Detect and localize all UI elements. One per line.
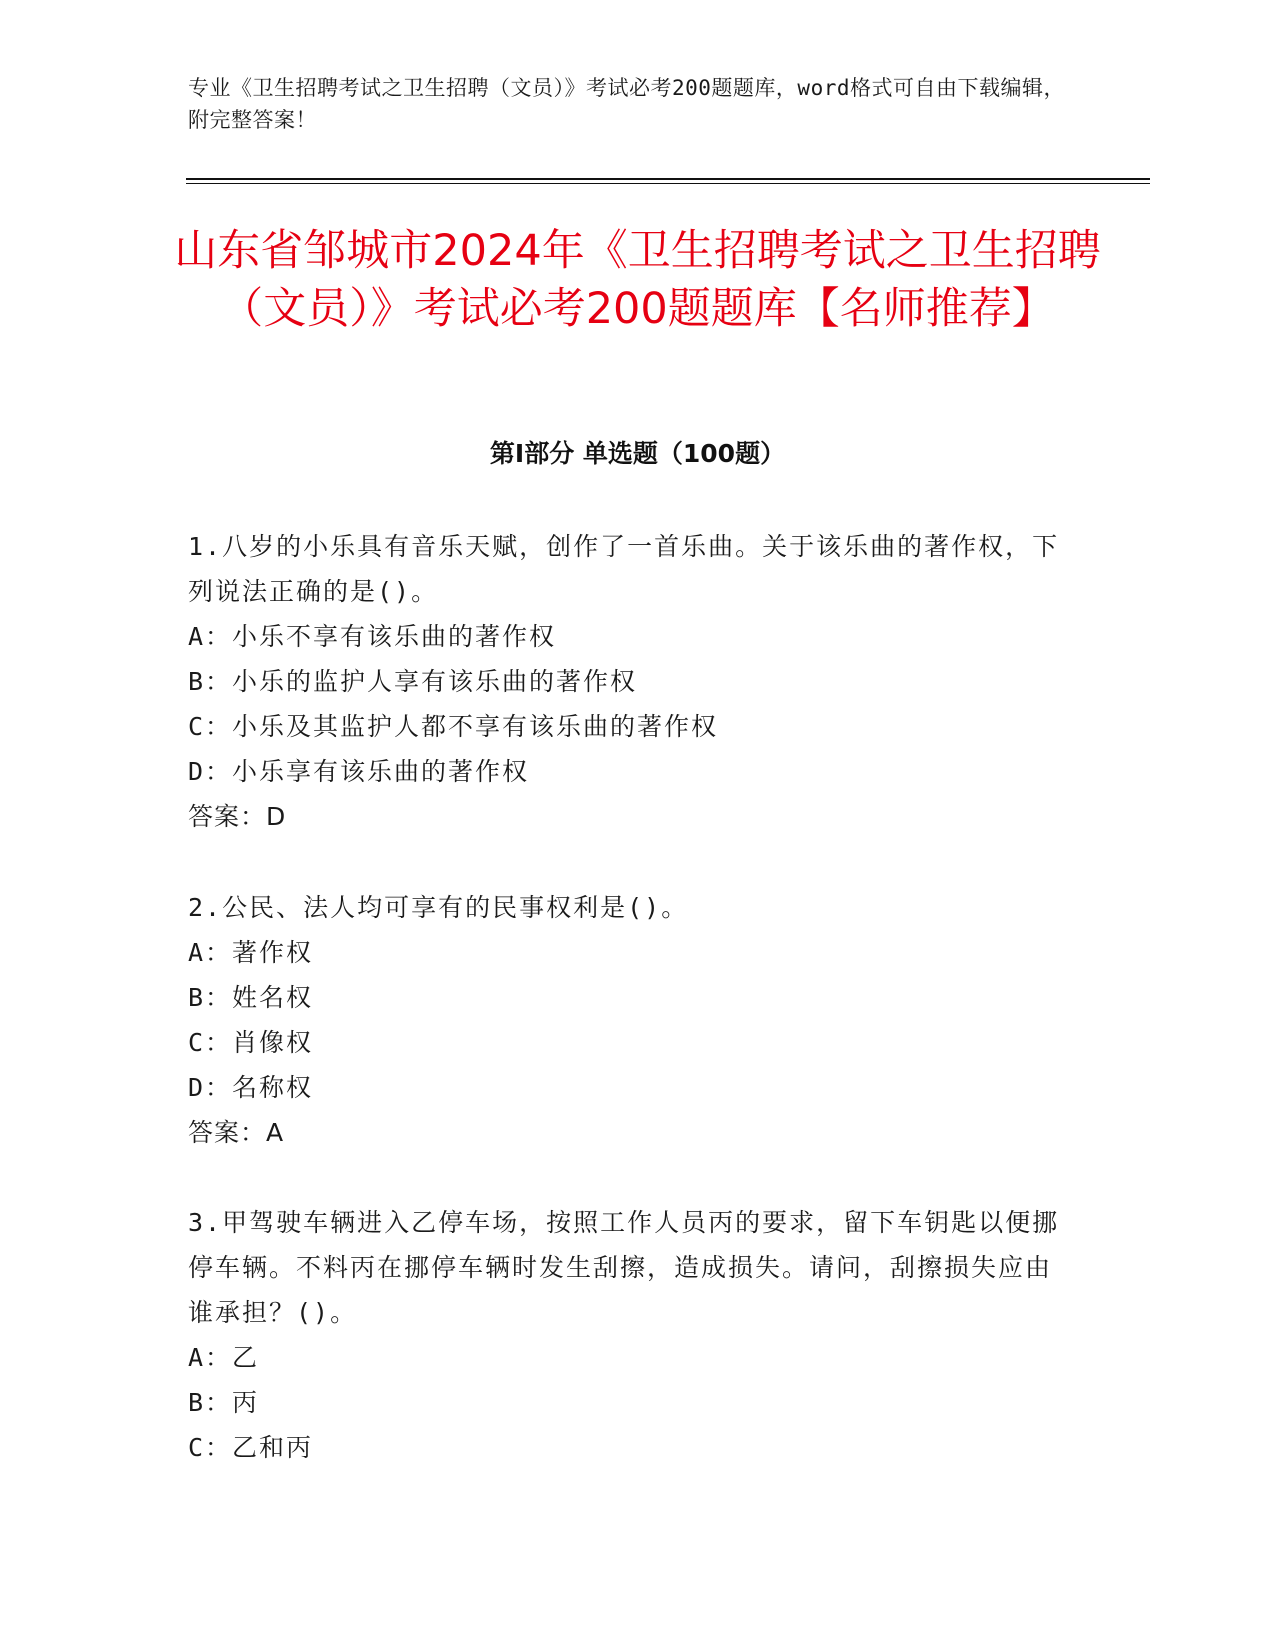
section-title: 第Ⅰ部分 单选题（100题） xyxy=(489,439,786,468)
option-a: A：小乐不享有该乐曲的著作权 xyxy=(188,622,557,651)
option-c: C：肖像权 xyxy=(188,1028,314,1057)
header-note: 专业《卫生招聘考试之卫生招聘（文员）》考试必考200题题库，word格式可自由下载编辑，附完整答案！ xyxy=(188,76,1065,132)
question-3 xyxy=(188,1200,1068,1470)
header-divider-thin xyxy=(186,183,1150,184)
option-c: C：乙和丙 xyxy=(188,1433,314,1462)
option-b: B：丙 xyxy=(188,1388,260,1417)
question-1 xyxy=(188,524,1068,839)
question-stem: 2.公民、法人均可享有的民事权利是()。 xyxy=(188,893,689,922)
option-c: C：小乐及其监护人都不享有该乐曲的著作权 xyxy=(188,712,719,741)
question-stem: 1.八岁的小乐具有音乐天赋，创作了一首乐曲。关于该乐曲的著作权，下列说法正确的是()。 xyxy=(188,532,1060,606)
question-stem: 3.甲驾驶车辆进入乙停车场，按照工作人员丙的要求，留下车钥匙以便挪停车辆。不料丙在挪停车辆时发生刮擦，造成损失。请问，刮擦损失应由谁承担？()。 xyxy=(188,1208,1060,1327)
document-title: 山东省邹城市2024年《卫生招聘考试之卫生招聘（文员）》考试必考200题题库【名师推荐】 xyxy=(174,226,1101,334)
answer: 答案：A xyxy=(188,1118,285,1147)
option-a: A：著作权 xyxy=(188,938,314,967)
option-b: B：小乐的监护人享有该乐曲的著作权 xyxy=(188,667,638,696)
option-a: A：乙 xyxy=(188,1343,260,1372)
question-2 xyxy=(188,885,1068,1155)
header-divider-thick xyxy=(186,178,1150,180)
option-d: D：小乐享有该乐曲的著作权 xyxy=(188,757,530,786)
option-d: D：名称权 xyxy=(188,1073,314,1102)
option-b: B：姓名权 xyxy=(188,983,314,1012)
answer: 答案：D xyxy=(188,802,287,831)
